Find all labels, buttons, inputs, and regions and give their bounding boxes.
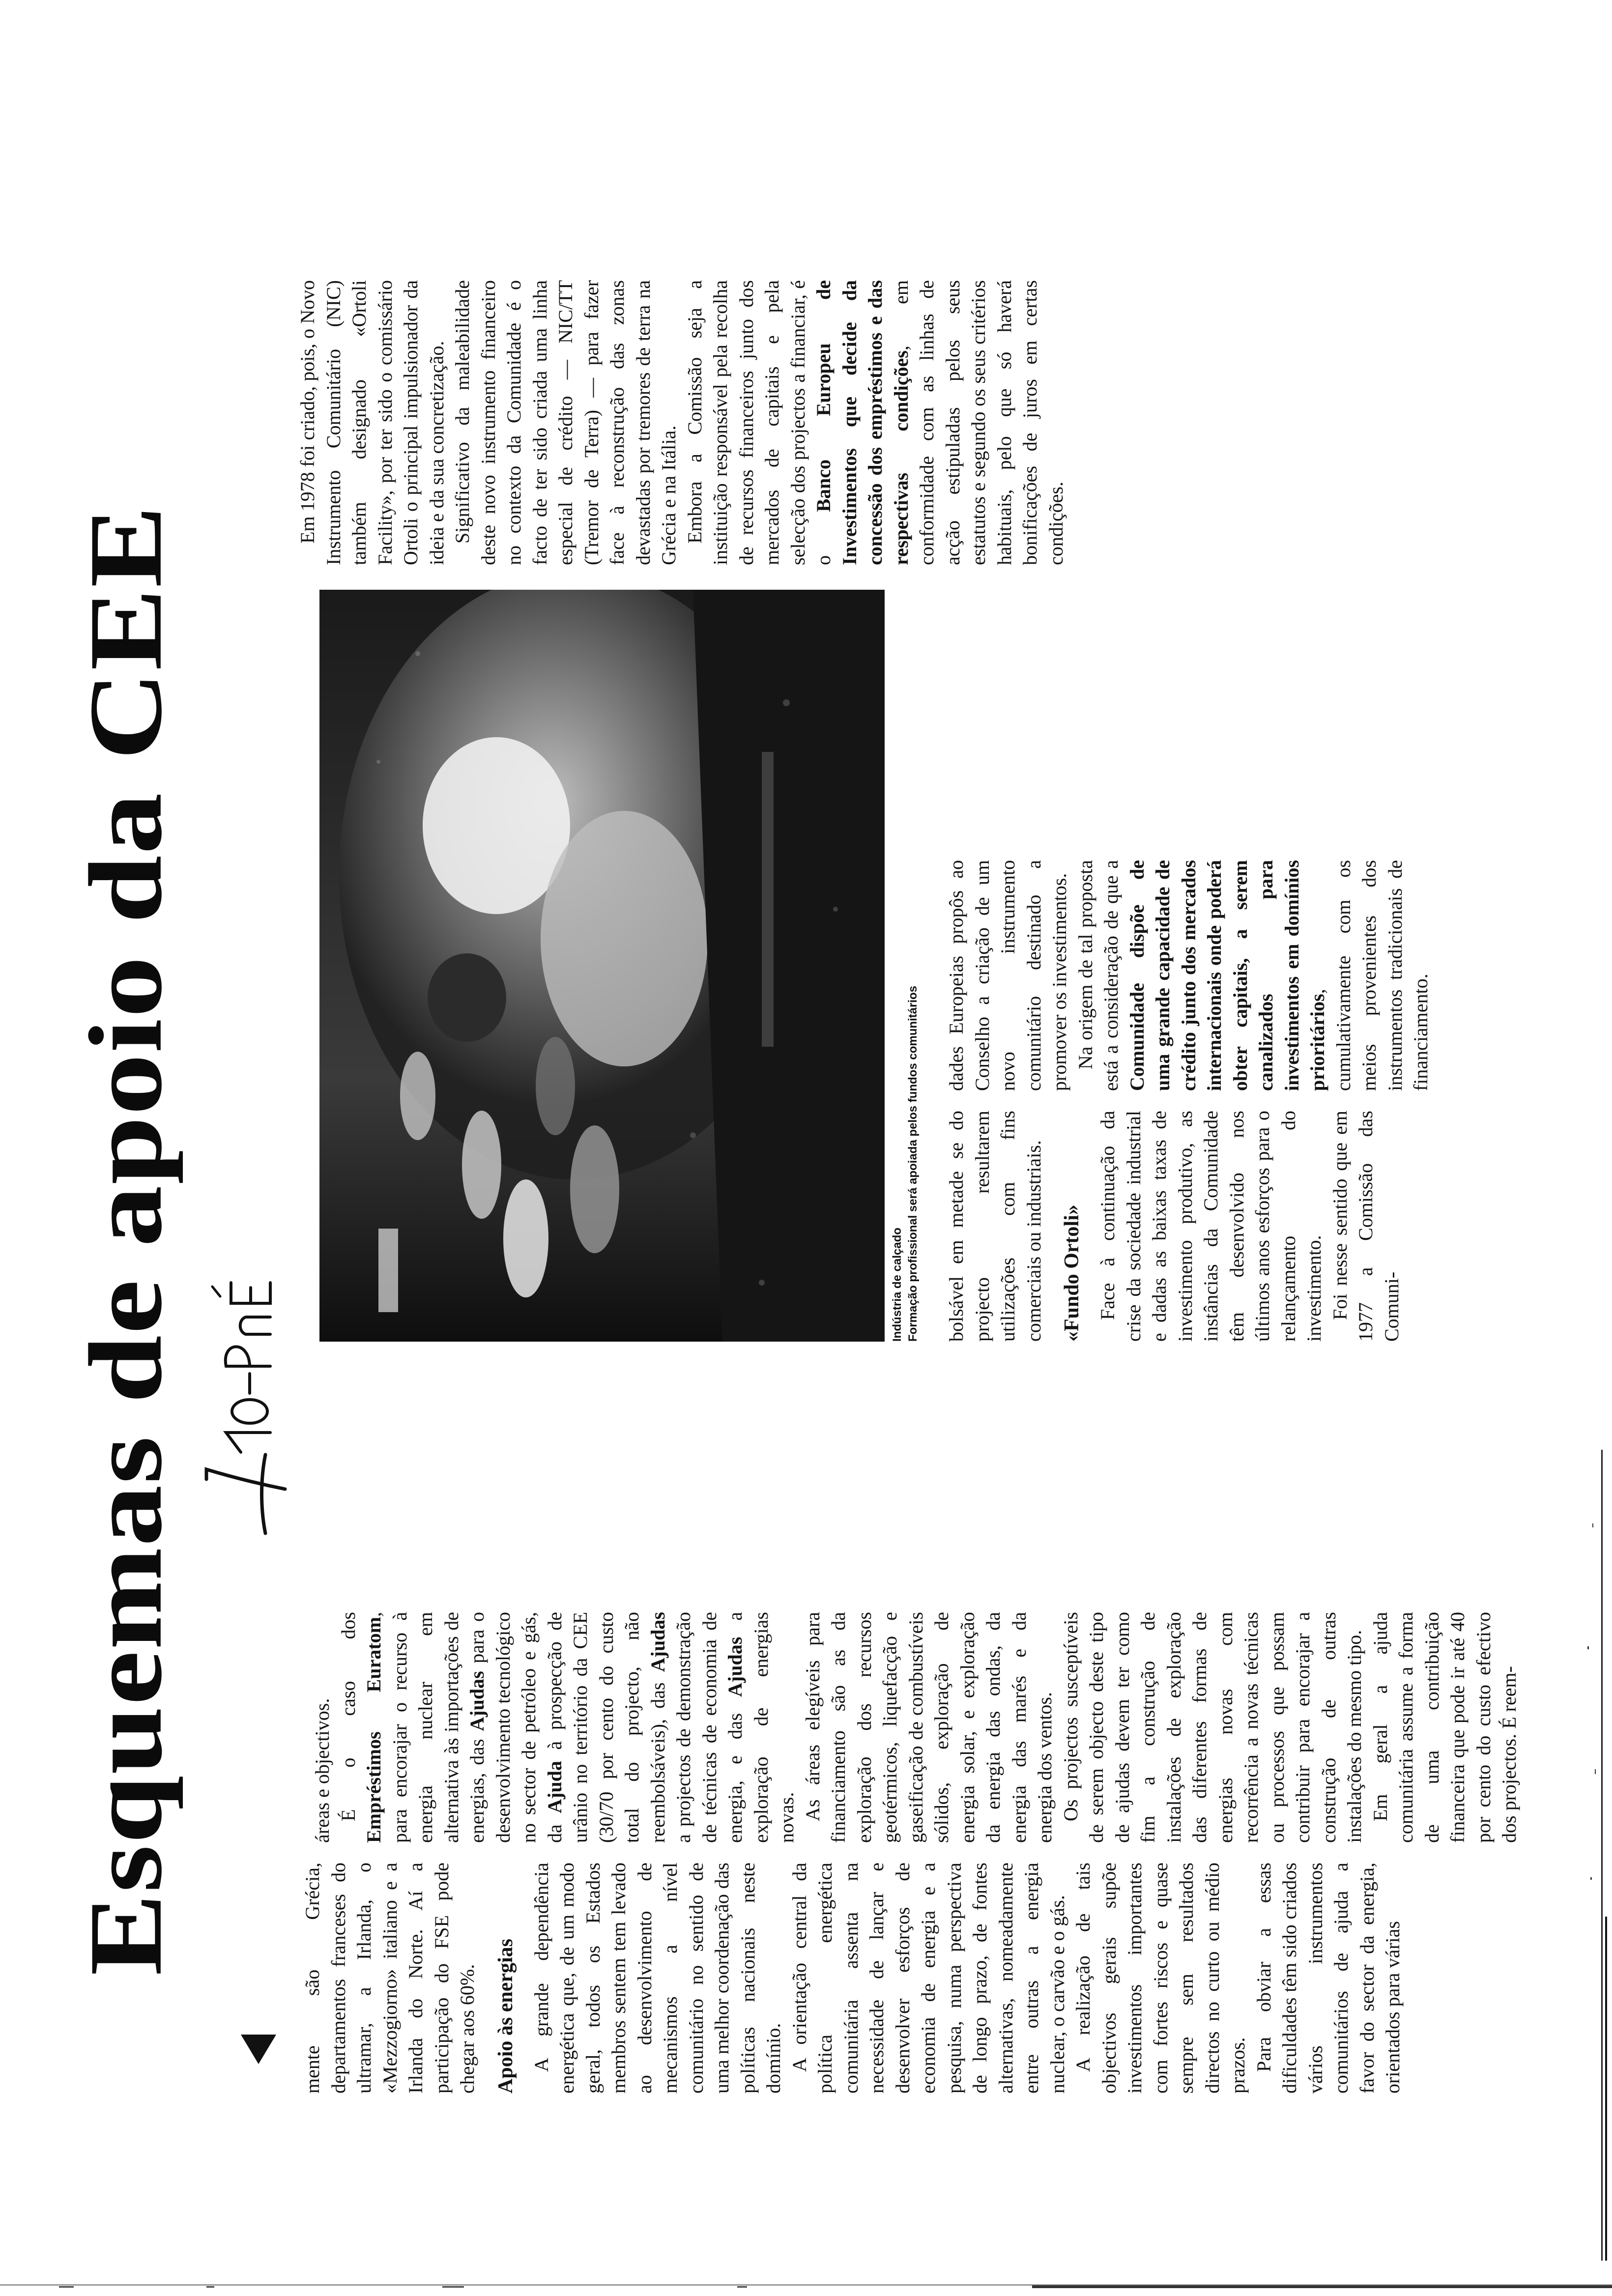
text-run: para o desenvolvimento tecnológico no sector de petróleo e gás, da	[466, 1611, 566, 1843]
paragraph: áreas e objectivos.	[311, 1698, 333, 1843]
text-run: , cumulativamente com os meios provenientes dos instrumentos tradicionais de financiamento.	[1306, 860, 1432, 1091]
paragraph: Significativo da maleabilidade deste novo instrumento financeiro no contexto da Comunidade é o facto de ter sido criada uma linha especial de crédito — NIC/TT (Tremor de Terra) — para fazer face à reconstrução das zonas devastadas por tremores de terra na Grécia e na Itália.	[451, 280, 680, 565]
bold-text: Comunidade dispõe de uma grande capacidade de crédito junto dos mercados internacionais onde poderá obter capitais, a serem canalizados para investimentos em domínios prioritários	[1125, 860, 1328, 1091]
paragraph: Para obviar a essas dificuldades têm sido criados vários instrumentos comunitários de ajuda a favor do sector da energia, orientados para várias	[1252, 1863, 1404, 2094]
paragraph: Em 1978 foi criado, pois, o Novo Instrumento Comunitário (NIC) também designado «Ortoli Facility», por ter sido o comissário Ortoli o principal impulsionador da ideia e da sua concretização.	[296, 280, 448, 565]
bold-text: Ajudas	[724, 1636, 746, 1697]
text-run: , para encorajar o recurso à energia nuclear em alternativa às importações de energias, das	[363, 1612, 488, 1843]
paragraph: A grande dependência energética que, de um modo geral, todos os Estados membros sentem tem levado ao desenvolvimento de mecanismos a nível comunitário no sentido de uma melhor coordenação das políticas nacionais neste domínio.	[530, 1863, 784, 2094]
caption-text: Formação profissional será apoiada pelos fundos comunitários	[906, 985, 920, 1342]
text-run: à prospecção de urânio no território da CEE (30/70 por cento do custo total do projecto, não reembolsáveis), das	[543, 1612, 669, 1843]
text-run: , em conformidade com as linhas de acção estipuladas pelos seus estatutos e segundo os seus critérios habituais, pelo que só haverá bonificações de juros em certas condições.	[890, 280, 1067, 565]
column-2	[310, 1612, 1523, 1843]
bold-text: Ajudas	[466, 1671, 488, 1731]
bold-text: Banco Europeu de Investimentos que decide da concessão dos empréstimos e das respectivas condições	[812, 280, 912, 565]
paragraph: Em geral a ajuda comunitária assume a forma de uma contribuição financeira que pode ir até 40 por cento do custo efectivo dos projectos. É reem-	[1369, 1612, 1520, 1843]
arrow-marker-icon	[241, 2035, 276, 2064]
paragraph: Foi nesse sentido que em 1977 a Comissão das Comuni-	[1328, 1111, 1403, 1342]
headline: Esquemas de apoio da CEE	[68, 504, 184, 1976]
text-run: Embora a Comissão seja a instituição responsável pela recolha de recursos financeiros junto dos mercados de capitais e pela selecção dos projectos a financiar, é o	[683, 280, 835, 565]
column-5	[944, 860, 1434, 1091]
text-run: Na origem de tal proposta está a consideração de que a	[1074, 860, 1122, 1091]
column-4	[944, 1111, 1405, 1342]
scanner-bottom-noise	[0, 2241, 1612, 2296]
column-1	[300, 1863, 1406, 2094]
text-run: a exploração de energias novas.	[724, 1612, 798, 1843]
paragraph: mente são Grécia, departamentos franceses do ultramar, a Irlanda, o «Mezzogiorno» italiano e a Irlanda do Norte. Aí a participação do FSE pode chegar aos 60%.	[301, 1863, 478, 2094]
paragraph	[682, 280, 1069, 565]
paragraph	[1073, 860, 1434, 1091]
text-run: É o caso dos	[337, 1612, 359, 1821]
bold-text: Ajuda	[543, 1761, 566, 1813]
newspaper-clipping	[44, 74, 1520, 2138]
paragraph	[336, 1612, 800, 1843]
photo-shoe-factory-workers	[319, 590, 885, 1342]
paragraph: A orientação central da política energética comunitária assenta na necessidade de lançar e desenvolver esforços de economia de energia e a pesquisa, numa perspectiva de longo prazo, de fontes alternativas, nomeadamente entre outras a energia nuclear, o carvão e o gás.	[788, 1863, 1068, 2094]
text-run: a projectos de demonstração de técnicas de economia de energia, e das	[672, 1612, 746, 1843]
photo-caption	[890, 590, 921, 1342]
paragraph: As áreas elegíveis para financiamento são as da exploração dos recursos geotérmicos, liquefacção e gaseificação de combustíveis sólidos, exploração de energia solar, e exploração da energia das ondas, da energia das marés e da energia dos ventos.	[801, 1612, 1056, 1843]
scanner-edge-noise	[1558, 0, 1612, 2296]
paragraph: Face à continuação da crise da sociedade industrial e dadas as baixas taxas de investimento produtivo, as instâncias da Comunidade têm desenvolvido nos últimos anos esforços para o relançamento do investimento.	[1096, 1111, 1325, 1342]
subheading-fundo-ortoli: «Fundo Ortoli»	[1061, 1205, 1083, 1342]
news-photo	[319, 590, 885, 1342]
column-right	[295, 280, 1069, 565]
subheading-apoio-energias: Apoio às energias	[494, 1939, 517, 2094]
paragraph: dades Europeias propôs ao Conselho a criação de um novo instrumento comunitário destinado a promover os investimentos.	[945, 860, 1070, 1091]
paragraph: Os projectos susceptíveis de serem objecto deste tipo de ajudas devem ter como fim a construção de instalações de exploração das diferentes formas de energias novas com recorrência a novas técnicas ou processos que possam contribuir para encorajar a construção de outras instalações do mesmo tipo.	[1059, 1612, 1365, 1843]
bold-text: Empréstimos Euratom	[363, 1617, 385, 1843]
paragraph: A realização de tais objectivos gerais supõe investimentos importantes com fortes riscos e quase sempre sem resultados directos no curto ou médio prazos.	[1072, 1863, 1249, 2094]
paragraph: bolsável em metade se do projecto resultarem utilizações com fins comerciais ou industriais.	[945, 1111, 1045, 1342]
bold-text: Ajudas	[646, 1612, 669, 1672]
handwritten-note	[192, 1263, 290, 1538]
caption-title: Indústria de calçado	[891, 1227, 904, 1342]
